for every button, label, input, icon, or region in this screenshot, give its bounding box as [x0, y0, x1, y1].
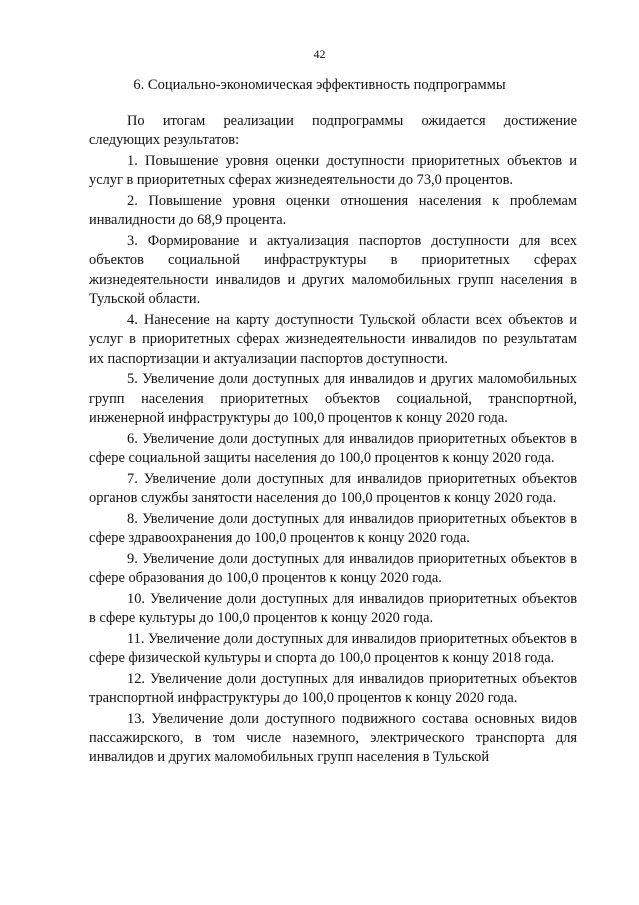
- page-number: 42: [313, 47, 326, 61]
- result-item-2: 2. Повышение уровня оценки отношения населения к проблемам инвалидности до 68,9 процента.: [89, 193, 577, 229]
- result-item-12: 12. Увеличение доли доступных для инвалидов приоритетных объектов транспортной инфраструктуры до 100,0 процентов к концу 2020 года.: [89, 670, 577, 707]
- result-item-13: 13. Увеличение доли доступного подвижного состава основных видов пассажирского, в том числе наземного, электрического транспорта для инвалидов и других маломобильных групп населения в Тульской: [89, 710, 577, 766]
- result-item-10: 10. Увеличение доли доступных для инвалидов приоритетных объектов в сфере культуры до 100,0 процентов к концу 2020 года.: [89, 590, 577, 627]
- result-item-8: 8. Увеличение доли доступных для инвалидов приоритетных объектов в сфере здравоохранения до 100,0 процентов к концу 2020 года.: [89, 510, 577, 547]
- intro-paragraph: По итогам реализации подпрограммы ожидается достижение следующих результатов:: [89, 113, 577, 149]
- result-item-3: 3. Формирование и актуализация паспортов доступности для всех объектов социальной инфраструктуры в приоритетных сферах жизнедеятельности инвалидов и других маломобильных групп населения в Тульской области.: [89, 233, 577, 308]
- result-item-4: 4. Нанесение на карту доступности Тульской области всех объектов и услуг в приоритетных сферах жизнедеятельности инвалидов по результатам их паспортизации и актуализации паспортов доступности.: [89, 311, 577, 367]
- result-item-7: 7. Увеличение доли доступных для инвалидов приоритетных объектов органов службы занятости населения до 100,0 процентов к концу 2020 года.: [89, 470, 577, 507]
- result-item-9: 9. Увеличение доли доступных для инвалидов приоритетных объектов в сфере образования до 100,0 процентов к концу 2020 года.: [89, 550, 577, 587]
- result-item-1: 1. Повышение уровня оценки доступности приоритетных объектов и услуг в приоритетных сферах жизнедеятельности до 73,0 процентов.: [89, 153, 577, 189]
- section-title: 6. Социально-экономическая эффективность подпрограммы: [133, 77, 506, 93]
- result-item-5: 5. Увеличение доли доступных для инвалидов и других маломобильных групп населения приоритетных объектов социальной, транспортной, инженерной инфраструктуры до 100,0 процентов к концу 2020 года.: [89, 371, 577, 427]
- result-item-11: 11. Увеличение доли доступных для инвалидов приоритетных объектов в сфере физической культуры и спорта до 100,0 процентов к концу 2018 года.: [89, 630, 577, 667]
- result-item-6: 6. Увеличение доли доступных для инвалидов приоритетных объектов в сфере социальной защиты населения до 100,0 процентов к концу 2020 года.: [89, 430, 577, 467]
- body-text: [89, 112, 577, 769]
